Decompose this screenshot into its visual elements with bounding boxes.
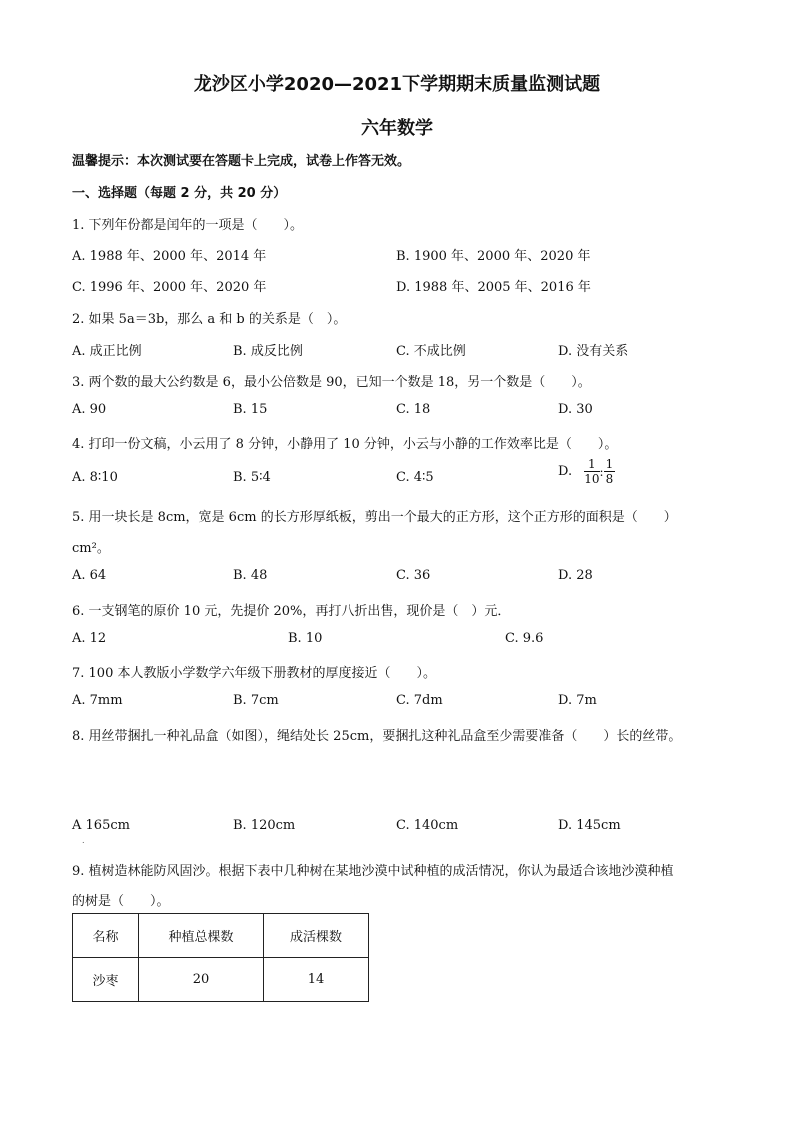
q5-option-a[interactable]: A. 64 <box>72 568 107 583</box>
question-1-stem: 1. 下列年份都是闰年的一项是（ ）。 <box>72 218 304 233</box>
exam-subtitle: 六年数学 <box>361 118 433 139</box>
question-6-stem: 6. 一支钢笔的原价 10 元，先提价 20%，再打八折出售，现价是（ ）元． <box>72 604 511 619</box>
exam-title: 龙沙区小学2020—2021下学期期末质量监测试题 <box>193 74 601 95</box>
question-7-stem: 7. 100 本人教版小学数学六年级下册教材的厚度接近（ ）。 <box>72 666 436 681</box>
question-5-stem: 5. 用一块长是 8cm，宽是 6cm 的长方形厚纸板，剪出一个最大的正方形，这个正方形的面积是（ ） <box>72 510 677 525</box>
q4-option-c[interactable]: C. 4∶5 <box>396 470 434 485</box>
q7-option-c[interactable]: C. 7dm <box>396 693 443 708</box>
question-8-stem: 8. 用丝带捆扎一种礼品盒（如图），绳结处长 25cm，要捆扎这种礼品盒至少需要准备（ ）长的丝带。 <box>72 729 682 744</box>
q4-option-a[interactable]: A. 8∶10 <box>72 470 118 485</box>
q2-option-c[interactable]: C. 不成比例 <box>396 344 466 359</box>
q3-option-a[interactable]: A. 90 <box>72 402 107 417</box>
question-3-stem: 3. 两个数的最大公约数是 6，最小公倍数是 90，已知一个数是 18，另一个数是（ ）。 <box>72 375 591 390</box>
question-4-stem: 4. 打印一份文稿，小云用了 8 分钟，小静用了 10 分钟，小云与小静的工作效率比是（ ）。 <box>72 437 618 452</box>
q4-option-d[interactable] <box>558 458 615 485</box>
q5-option-b[interactable]: B. 48 <box>233 568 268 583</box>
scan-mark: . <box>82 836 85 845</box>
question-5-stem-cont: cm²。 <box>72 541 110 556</box>
section-heading: 一、选择题（每题 2 分，共 20 分） <box>72 186 287 201</box>
table-header-cell: 成活棵数 <box>264 914 369 958</box>
q1-option-b[interactable]: B. 1900 年、2000 年、2020 年 <box>396 249 591 264</box>
q3-option-b[interactable]: B. 15 <box>233 402 268 417</box>
q1-option-a[interactable]: A. 1988 年、2000 年、2014 年 <box>72 249 267 264</box>
q1-option-d[interactable]: D. 1988 年、2005 年、2016 年 <box>396 280 591 295</box>
q1-option-c[interactable]: C. 1996 年、2000 年、2020 年 <box>72 280 267 295</box>
q8-option-c[interactable]: C. 140cm <box>396 818 459 833</box>
q2-option-d[interactable]: D. 没有关系 <box>558 344 629 359</box>
q7-option-b[interactable]: B. 7cm <box>233 693 279 708</box>
table-cell: 20 <box>139 958 264 1002</box>
q3-option-d[interactable]: D. 30 <box>558 402 593 417</box>
q8-option-b[interactable]: B. 120cm <box>233 818 296 833</box>
table-header-row <box>73 914 369 958</box>
fraction-one-tenth: $\frac{1}{10}$ <box>584 457 600 486</box>
q4-option-d-label: D. <box>558 464 573 479</box>
q5-option-d[interactable]: D. 28 <box>558 568 593 583</box>
q4-option-b[interactable]: B. 5∶4 <box>233 470 271 485</box>
q8-option-d[interactable]: D. 145cm <box>558 818 621 833</box>
ratio-separator: : <box>599 464 604 479</box>
table-cell: 沙枣 <box>73 958 139 1002</box>
q2-option-b[interactable]: B. 成反比例 <box>233 344 303 359</box>
q6-option-c[interactable]: C. 9.6 <box>505 631 544 646</box>
question-9-stem: 9. 植树造林能防风固沙。根据下表中几种树在某地沙漠中试种植的成活情况，你认为最适合该地沙漠种植 <box>72 864 674 879</box>
q8-option-a[interactable]: A 165cm <box>72 818 130 833</box>
q7-option-d[interactable]: D. 7m <box>558 693 597 708</box>
q6-option-b[interactable]: B. 10 <box>288 631 323 646</box>
q7-option-a[interactable]: A. 7mm <box>72 693 123 708</box>
question-9-stem-cont: 的树是（ ）。 <box>72 894 170 909</box>
q5-option-c[interactable]: C. 36 <box>396 568 431 583</box>
table-header-cell: 名称 <box>73 914 139 958</box>
tree-survival-table <box>72 913 369 1002</box>
q2-option-a[interactable]: A. 成正比例 <box>72 344 142 359</box>
q3-option-c[interactable]: C. 18 <box>396 402 431 417</box>
table-row <box>73 958 369 1002</box>
table-header-cell: 种植总棵数 <box>139 914 264 958</box>
notice-text: 温馨提示：本次测试要在答题卡上完成，试卷上作答无效。 <box>72 154 411 169</box>
question-2-stem: 2. 如果 5a＝3b，那么 a 和 b 的关系是（ ）。 <box>72 312 347 327</box>
q6-option-a[interactable]: A. 12 <box>72 631 107 646</box>
table-cell: 14 <box>264 958 369 1002</box>
fraction-one-eighth: $\frac{1}{8}$ <box>605 457 614 486</box>
